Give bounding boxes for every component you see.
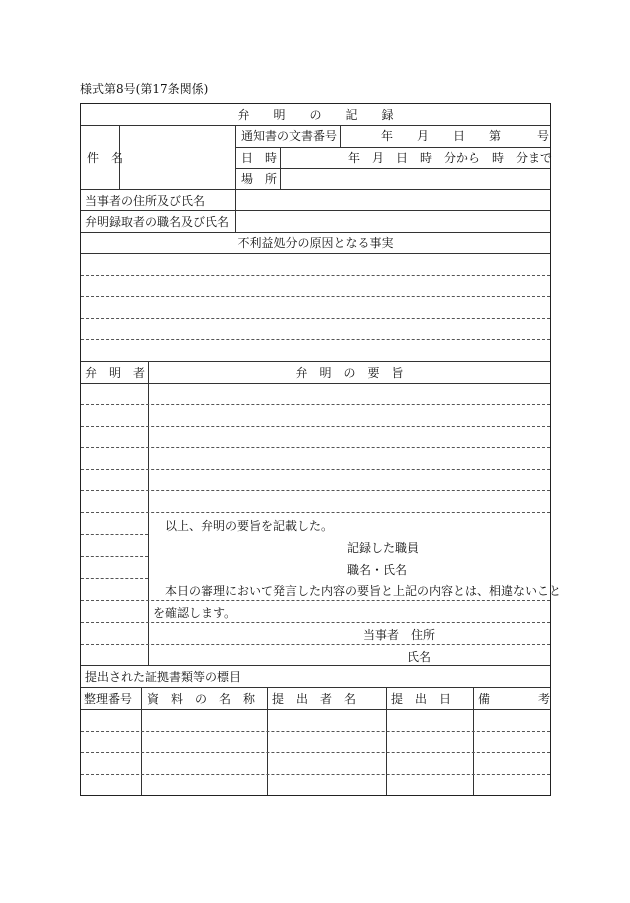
place-label: 場 所 xyxy=(241,172,278,186)
facts-label: 不利益処分の原因となる事実 xyxy=(237,236,394,250)
staff-title-name: 職名・氏名 xyxy=(347,563,408,577)
statement-recorded: 以上、弁明の要旨を記載した。 xyxy=(165,519,334,533)
evidence-header-submitter: 提 出 者 名 xyxy=(272,692,357,706)
notice-doc-label: 通知書の文書番号 xyxy=(241,129,338,143)
form-title: 弁 明 の 記 録 xyxy=(237,108,394,122)
case-label: 件 名 xyxy=(87,151,124,165)
recorded-staff: 記録した職員 xyxy=(347,541,420,555)
confirm-line-1: 本日の審理において発言した内容の要旨と上記の内容とは、相違ないこと xyxy=(165,584,562,598)
confirm-line-2: を確認します。 xyxy=(153,606,237,620)
party-label: 当事者の住所及び氏名 xyxy=(85,194,206,208)
evidence-header-material: 資 料 の 名 称 xyxy=(147,692,256,706)
facts-field[interactable] xyxy=(81,254,550,361)
evidence-label: 提出された証拠書類等の標目 xyxy=(85,670,242,684)
party-address: 当事者 住所 xyxy=(363,628,436,642)
datetime-label: 日 時 xyxy=(241,151,278,165)
summary-label: 弁 明 の 要 旨 xyxy=(295,366,404,380)
evidence-header-number: 整理番号 xyxy=(84,692,133,706)
evidence-header-date: 提 出 日 xyxy=(391,692,452,706)
party-name: 氏名 xyxy=(407,650,432,664)
recorder-field[interactable] xyxy=(236,211,549,231)
record-form xyxy=(80,103,562,796)
form-number: 様式第8号(第17条関係) xyxy=(80,82,209,96)
recorder-label: 弁明録取者の職名及び氏名 xyxy=(85,215,230,229)
case-field[interactable] xyxy=(120,126,234,188)
place-field[interactable] xyxy=(281,169,549,188)
notice-doc-value[interactable]: 年 月 日 第 号 xyxy=(381,129,550,143)
defender-label: 弁 明 者 xyxy=(85,366,146,380)
party-field[interactable] xyxy=(236,190,549,210)
datetime-value[interactable]: 年 月 日 時 分から 時 分まで xyxy=(348,151,553,165)
evidence-header-remarks: 備 考 xyxy=(478,692,551,706)
